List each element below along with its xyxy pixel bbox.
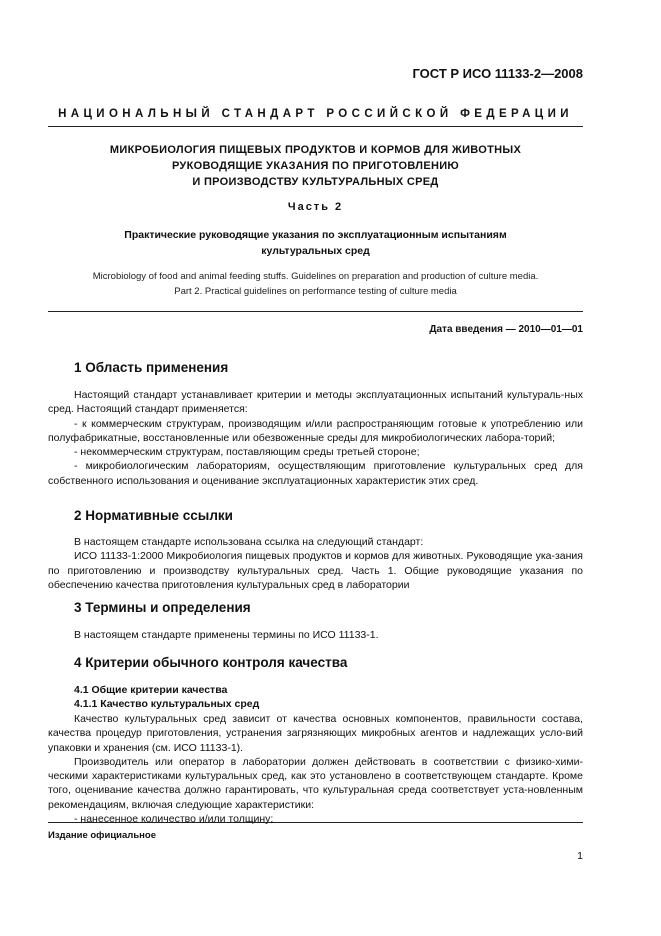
paragraph: ИСО 11133-1:2000 Микробиология пищевых продуктов и кормов для животных. Руководящие ука-зания по приготовлению и производству культуральных сред. Часть 1. Общие руководящие указания по обеспечению качества приготовления культуральных сред в лаборатории (48, 550, 583, 591)
english-line: Microbiology of food and animal feeding stuffs. Guidelines on preparation and production of culture media. (92, 271, 539, 282)
english-title (48, 269, 583, 299)
section-1-body (48, 388, 583, 488)
document-code: ГОСТ Р ИСО 11133-2—2008 (412, 66, 583, 81)
subtitle-line: Практические руководящие указания по эксплуатационным испытаниям (124, 229, 507, 241)
national-standard-banner: НАЦИОНАЛЬНЫЙ СТАНДАРТ РОССИЙСКОЙ ФЕДЕРАЦИИ (58, 108, 573, 120)
paragraph: Производитель или оператор в лаборатории должен действовать в соответствии с физико-хими-ческими характеристиками культуральных сред, как это установлено в соответствующем стандарте. Кроме того, оценивание качества должно гарантировать, что культуральная среда соответствует уста-новленным рекомендациям, включая следующие характеристики: (48, 755, 583, 811)
footer-divider (48, 822, 583, 823)
part-label: Часть 2 (287, 201, 344, 213)
paragraph: Качество культуральных сред зависит от качества основных компонентов, правильности состава, качества процедур приготовления, устранения загрязняющих микробных агентов и надлежащих усло-вий упаковки и хранения (см. ИСО 11133-1). (48, 713, 583, 754)
official-edition-label: Издание официальное (48, 830, 156, 841)
page-number: 1 (577, 850, 583, 862)
list-item: - некоммерческим структурам, поставляющим среды третьей стороне; (74, 446, 420, 459)
title-line: И ПРОИЗВОДСТВУ КУЛЬТУРАЛЬНЫХ СРЕД (192, 176, 439, 188)
header-divider (48, 126, 583, 127)
english-line: Part 2. Practical guidelines on performance testing of culture media (174, 286, 457, 297)
section-3-heading: 3 Термины и определения (74, 600, 251, 615)
section-2-body (48, 535, 583, 592)
section-1-heading: 1 Область применения (74, 360, 229, 375)
document-subtitle (48, 227, 583, 259)
title-line: МИКРОБИОЛОГИЯ ПИЩЕВЫХ ПРОДУКТОВ И КОРМОВ ДЛЯ ЖИВОТНЫХ (109, 144, 522, 156)
subsection-4-1-heading: 4.1 Общие критерии качества (74, 684, 228, 696)
title-line: РУКОВОДЯЩИЕ УКАЗАНИЯ ПО ПРИГОТОВЛЕНИЮ (171, 160, 460, 172)
list-item: - нанесенное количество и/или толщину; (74, 813, 274, 826)
list-item: - микробиологическим лабораториям, осуществляющим приготовление культуральных сред для собственного использования и оценивание эксплуатационных характеристик этих сред. (48, 460, 583, 487)
subsection-4-1-1-heading: 4.1.1 Качество культуральных сред (74, 698, 260, 710)
paragraph: В настоящем стандарте применены термины по ИСО 11133-1. (74, 629, 379, 641)
list-item: - к коммерческим структурам, производящим и/или распространяющим готовые к употреблению или полуфабрикатные, восстановленные или обезвоженные среды для микробиологических лабора-торий; (48, 417, 583, 444)
section-2-heading: 2 Нормативные ссылки (74, 508, 233, 523)
introduction-date: Дата введения — 2010—01—01 (429, 324, 583, 335)
subtitle-line: культуральных сред (261, 245, 370, 257)
paragraph: Настоящий стандарт устанавливает критерии и методы эксплуатационных испытаний культураль-ных сред. Настоящий стандарт применяется: (48, 389, 583, 416)
section-4-body (48, 712, 583, 826)
section-3-body (48, 628, 583, 642)
title-divider (48, 311, 583, 312)
section-4-heading: 4 Критерии обычного контроля качества (74, 655, 348, 670)
paragraph: В настоящем стандарте использована ссылка на следующий стандарт: (74, 536, 424, 548)
document-title (48, 142, 583, 190)
